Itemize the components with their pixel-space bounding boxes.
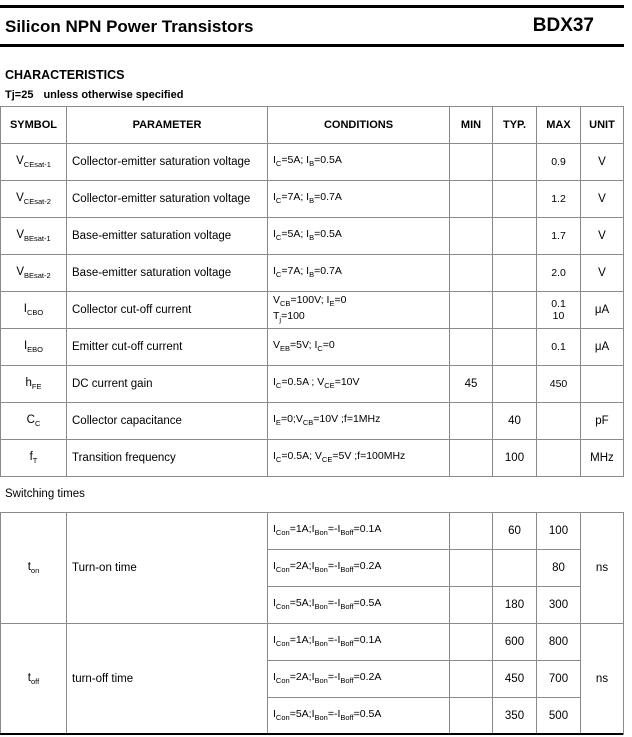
conditions-cell: $I_C=0.5A$; $V_{CE}=5V$ ;f=100MHz [268, 440, 450, 477]
table-row [1, 366, 624, 403]
conditions-cell: $I_{Con}=1A;I_{Bon}=-I_{Boff}=0.1A$ [268, 513, 450, 550]
conditions-cell: $V_{EB}=5V$; $I_C=0$ [268, 329, 450, 366]
max-cell: 0.1 [537, 329, 581, 366]
min-cell [450, 513, 493, 550]
min-cell [450, 587, 493, 624]
min-cell [450, 403, 493, 440]
min-cell: 45 [450, 366, 493, 403]
column-header-conditions: CONDITIONS [268, 107, 450, 144]
symbol-cell: $f_T$ [1, 440, 67, 477]
max-cell: 100 [537, 513, 581, 550]
conditions-cell: $I_{Con}=5A;I_{Bon}=-I_{Boff}=0.5A$ [268, 698, 450, 735]
symbol-cell: $V_{BEsat-1}$ [1, 218, 67, 255]
max-cell [537, 403, 581, 440]
symbol-cell: $I_{CBO}$ [1, 292, 67, 329]
document-title: Silicon NPN Power Transistors [5, 17, 254, 36]
max-cell: 2.0 [537, 255, 581, 292]
table-row [1, 181, 624, 218]
unit-cell: V [581, 255, 624, 292]
parameter-cell: Transition frequency [67, 440, 268, 477]
max-cell: 450 [537, 366, 581, 403]
note-text: unless otherwise specified [43, 89, 184, 101]
bottom-rule [0, 733, 623, 735]
conditions-cell: $I_C=0.5A$ ; $V_{CE}=10V$ [268, 366, 450, 403]
unit-cell: μA [581, 292, 624, 329]
characteristics-table [0, 106, 624, 477]
parameter-cell: Collector-emitter saturation voltage [67, 144, 268, 181]
part-number: BDX37 [532, 15, 594, 36]
min-cell [450, 292, 493, 329]
unit-cell: V [581, 144, 624, 181]
switching-times-label: Switching times [5, 488, 85, 500]
table-row [1, 403, 624, 440]
unit-cell: pF [581, 403, 624, 440]
note-temperature: Tj=25 [5, 89, 34, 101]
typ-cell: 450 [493, 661, 537, 698]
table-row [1, 624, 624, 661]
typ-cell [493, 329, 537, 366]
max-cell: 1.7 [537, 218, 581, 255]
symbol-cell: $V_{BEsat-2}$ [1, 255, 67, 292]
symbol-cell: $t_{on}$ [1, 513, 67, 624]
column-header-min: MIN [450, 107, 493, 144]
min-cell [450, 218, 493, 255]
header-row [1, 107, 624, 144]
typ-cell: 350 [493, 698, 537, 735]
typ-cell [493, 218, 537, 255]
switching-times-table [0, 512, 624, 735]
typ-cell [493, 366, 537, 403]
table-row [1, 292, 624, 329]
header-rule [0, 44, 624, 47]
typ-cell: 60 [493, 513, 537, 550]
unit-cell: V [581, 218, 624, 255]
parameter-cell: Collector capacitance [67, 403, 268, 440]
conditions-cell: $I_C=7A$; $I_B=0.7A$ [268, 255, 450, 292]
typ-cell: 40 [493, 403, 537, 440]
parameter-cell: Turn-on time [67, 513, 268, 624]
conditions-cell: $I_C=7A$; $I_B=0.7A$ [268, 181, 450, 218]
min-cell [450, 624, 493, 661]
typ-cell: 180 [493, 587, 537, 624]
column-header-parameter: PARAMETER [67, 107, 268, 144]
parameter-cell: DC current gain [67, 366, 268, 403]
unit-cell: V [581, 181, 624, 218]
max-cell: 1.2 [537, 181, 581, 218]
min-cell [450, 329, 493, 366]
min-cell [450, 440, 493, 477]
conditions-cell: $I_C=5A$; $I_B=0.5A$ [268, 218, 450, 255]
max-cell: 80 [537, 550, 581, 587]
parameter-cell: Collector cut-off current [67, 292, 268, 329]
table-row [1, 144, 624, 181]
min-cell [450, 661, 493, 698]
table-row [1, 218, 624, 255]
conditions-cell: $I_{Con}=5A;I_{Bon}=-I_{Boff}=0.5A$ [268, 587, 450, 624]
unit-cell: μA [581, 329, 624, 366]
symbol-cell: $I_{EBO}$ [1, 329, 67, 366]
typ-cell [493, 255, 537, 292]
symbol-cell: $C_C$ [1, 403, 67, 440]
typ-cell [493, 181, 537, 218]
parameter-cell: Collector-emitter saturation voltage [67, 181, 268, 218]
unit-cell: MHz [581, 440, 624, 477]
symbol-cell: $t_{off}$ [1, 624, 67, 735]
conditions-cell: $I_E=0;V_{CB}=10V$ ;f=1MHz [268, 403, 450, 440]
min-cell [450, 144, 493, 181]
max-cell: 500 [537, 698, 581, 735]
conditions-cell: $I_{Con}=1A;I_{Bon}=-I_{Boff}=0.1A$ [268, 624, 450, 661]
max-cell [537, 440, 581, 477]
symbol-cell: $h_{FE}$ [1, 366, 67, 403]
unit-cell: ns [581, 624, 624, 735]
conditions-cell: $I_{Con}=2A;I_{Bon}=-I_{Boff}=0.2A$ [268, 661, 450, 698]
parameter-cell: Base-emitter saturation voltage [67, 255, 268, 292]
typ-cell [493, 550, 537, 587]
unit-cell: ns [581, 513, 624, 624]
max-cell: 700 [537, 661, 581, 698]
symbol-cell: $V_{CEsat-2}$ [1, 181, 67, 218]
min-cell [450, 255, 493, 292]
column-header-typ: TYP. [493, 107, 537, 144]
typ-cell: 100 [493, 440, 537, 477]
table-row [1, 513, 624, 550]
conditions-cell: $I_{Con}=2A;I_{Bon}=-I_{Boff}=0.2A$ [268, 550, 450, 587]
table-row [1, 440, 624, 477]
typ-cell [493, 292, 537, 329]
max-cell: 0.1 10 [537, 292, 581, 329]
typ-cell: 600 [493, 624, 537, 661]
symbol-cell: $V_{CEsat-1}$ [1, 144, 67, 181]
section-title: CHARACTERISTICS [5, 68, 125, 82]
conditions-note [5, 89, 183, 101]
table-row [1, 329, 624, 366]
parameter-cell: turn-off time [67, 624, 268, 735]
column-header-max: MAX [537, 107, 581, 144]
min-cell [450, 181, 493, 218]
typ-cell [493, 144, 537, 181]
conditions-cell: $I_C=5A$; $I_B=0.5A$ [268, 144, 450, 181]
parameter-cell: Emitter cut-off current [67, 329, 268, 366]
max-cell: 300 [537, 587, 581, 624]
parameter-cell: Base-emitter saturation voltage [67, 218, 268, 255]
unit-cell [581, 366, 624, 403]
conditions-cell: $V_{CB}=100V$; $I_E=0$ $T_j=100$ [268, 292, 450, 329]
min-cell [450, 550, 493, 587]
top-rule [0, 5, 624, 8]
max-cell: 0.9 [537, 144, 581, 181]
max-cell: 800 [537, 624, 581, 661]
column-header-symbol: SYMBOL [1, 107, 67, 144]
min-cell [450, 698, 493, 735]
column-header-unit: UNIT [581, 107, 624, 144]
table-row [1, 255, 624, 292]
